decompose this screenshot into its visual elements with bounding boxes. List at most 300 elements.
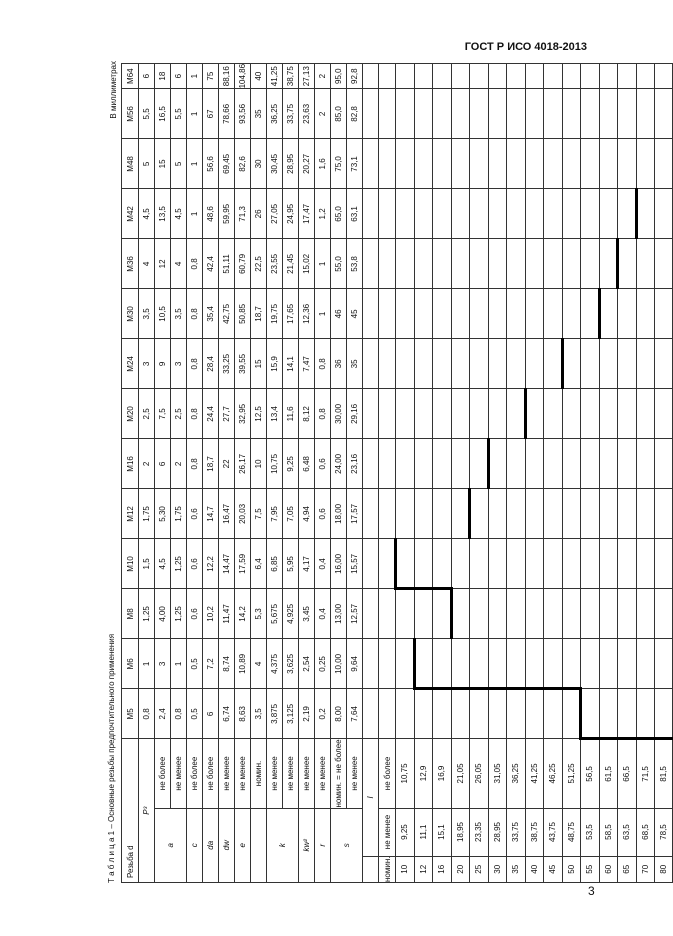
thread-symbol: d <box>125 845 135 850</box>
thread-size-cell: M5 <box>122 689 139 739</box>
grid-cell <box>470 689 489 739</box>
dimension-value-cell: 2,54 <box>299 639 315 689</box>
grid-cell <box>544 439 563 489</box>
dimension-value-cell: 15,02 <box>299 239 315 289</box>
grid-cell <box>618 439 637 489</box>
dimension-value-cell: 16,00 <box>331 539 347 589</box>
dimension-value-cell: 24,95 <box>283 189 299 239</box>
grid-cell <box>488 139 507 189</box>
dimension-row <box>315 63 331 882</box>
dimension-value-cell: 4,5 <box>155 539 171 589</box>
grid-cell <box>618 139 637 189</box>
dimension-value-cell: 0,8 <box>139 689 155 739</box>
dimension-value-cell: 1 <box>171 639 187 689</box>
grid-cell <box>636 689 655 739</box>
grid-cell <box>488 63 507 88</box>
dimension-value-cell: 2 <box>171 439 187 489</box>
grid-cell <box>451 439 470 489</box>
dimension-value-cell: 40 <box>251 63 267 88</box>
grid-cell <box>379 389 396 439</box>
dimension-value-cell: 9 <box>155 339 171 389</box>
length-nominal-cell: 55 <box>581 856 600 882</box>
standard-header: ГОСТ Р ИСО 4018-2013 <box>464 41 587 53</box>
length-min-cell: 53,5 <box>581 808 600 856</box>
dimension-value-cell: 27,13 <box>299 63 315 88</box>
grid-cell <box>562 489 581 539</box>
grid-cell <box>581 239 600 289</box>
grid-cell <box>433 589 452 639</box>
grid-cell <box>379 489 396 539</box>
grid-cell <box>581 63 600 88</box>
length-max-cell: 10,75 <box>396 739 415 808</box>
dimension-value-cell: 21,45 <box>283 239 299 289</box>
grid-cell <box>599 239 618 289</box>
dimension-value-cell: 75,0 <box>331 139 347 189</box>
dimension-value-cell: 20,03 <box>235 489 251 539</box>
grid-cell <box>363 339 379 389</box>
grid-cell <box>636 589 655 639</box>
dimension-value-cell: 17,47 <box>299 189 315 239</box>
length-nominal-cell: 45 <box>544 856 563 882</box>
thread-size-cell: M16 <box>122 439 139 489</box>
parameter-limit-cell: номин. = не более <box>331 739 347 808</box>
dimension-value-cell: 18 <box>155 63 171 88</box>
dimension-value-cell: 3,45 <box>299 589 315 639</box>
grid-cell <box>507 239 526 289</box>
grid-cell <box>544 539 563 589</box>
dimension-value-cell: 41,25 <box>267 63 283 88</box>
grid-cell <box>581 639 600 689</box>
parameter-symbol-cell: kw² <box>299 808 315 882</box>
dimension-row <box>203 63 219 882</box>
dimension-value-cell: 13,5 <box>155 189 171 239</box>
length-row <box>433 63 452 882</box>
page-number: 3 <box>588 884 595 898</box>
dimension-value-cell: 69,45 <box>219 139 235 189</box>
grid-cell <box>379 189 396 239</box>
grid-cell <box>581 689 600 739</box>
dimension-value-cell: 36 <box>331 339 347 389</box>
dimension-value-cell: 28,4 <box>203 339 219 389</box>
dimension-value-cell: 10,89 <box>235 639 251 689</box>
dimension-value-cell: 38,75 <box>283 63 299 88</box>
grid-cell <box>655 289 673 339</box>
grid-cell <box>488 89 507 139</box>
grid-cell <box>636 89 655 139</box>
dimension-value-cell: 2 <box>315 63 331 88</box>
grid-cell <box>507 139 526 189</box>
grid-cell <box>525 63 544 88</box>
dimension-value-cell: 0,8 <box>187 439 203 489</box>
dimension-value-cell: 26 <box>251 189 267 239</box>
parameter-symbol-cell: dw <box>219 808 235 882</box>
grid-cell <box>363 139 379 189</box>
grid-cell <box>544 89 563 139</box>
dimension-row <box>251 63 267 882</box>
parameter-limit-cell: номин. <box>251 739 267 808</box>
grid-cell <box>379 89 396 139</box>
grid-cell <box>636 539 655 589</box>
grid-cell <box>544 139 563 189</box>
dimension-value-cell: 7,47 <box>299 339 315 389</box>
grid-cell <box>433 539 452 589</box>
parameter-limit-cell: не менее <box>267 739 283 808</box>
grid-cell <box>470 339 489 389</box>
grid-cell <box>470 589 489 639</box>
length-nominal-cell: 12 <box>414 856 433 882</box>
dimension-value-cell: 5,5 <box>171 89 187 139</box>
grid-cell <box>581 339 600 389</box>
grid-cell <box>562 289 581 339</box>
thread-size-cell: M10 <box>122 539 139 589</box>
length-nominal-cell: 30 <box>488 856 507 882</box>
dimension-value-cell: 7,5 <box>251 489 267 539</box>
length-row <box>451 63 470 882</box>
length-nominal-cell: 16 <box>433 856 452 882</box>
grid-cell <box>655 589 673 639</box>
grid-cell <box>544 389 563 439</box>
grid-cell <box>433 389 452 439</box>
grid-cell <box>451 489 470 539</box>
grid-cell <box>618 63 637 88</box>
grid-cell <box>618 489 637 539</box>
dimension-value-cell: 12,36 <box>299 289 315 339</box>
dimension-value-cell: 27,7 <box>219 389 235 439</box>
dimension-value-cell: 5,5 <box>139 89 155 139</box>
length-row <box>414 63 433 882</box>
dimension-value-cell: 6,48 <box>299 439 315 489</box>
grid-cell <box>488 639 507 689</box>
grid-cell <box>562 339 581 389</box>
grid-cell <box>562 439 581 489</box>
grid-cell <box>451 139 470 189</box>
grid-cell <box>379 639 396 689</box>
grid-cell <box>618 389 637 439</box>
dimension-value-cell: 67 <box>203 89 219 139</box>
dimension-value-cell: 4,5 <box>171 189 187 239</box>
grid-cell <box>396 239 415 289</box>
grid-cell <box>379 239 396 289</box>
grid-cell <box>363 689 379 739</box>
parameter-limit-cell: не менее <box>315 739 331 808</box>
grid-cell <box>470 189 489 239</box>
length-row <box>562 63 581 882</box>
grid-cell <box>544 489 563 539</box>
length-max-cell: 81,5 <box>655 739 673 808</box>
length-row <box>470 63 489 882</box>
grid-cell <box>636 389 655 439</box>
dimension-value-cell: 1,75 <box>139 489 155 539</box>
grid-cell <box>488 239 507 289</box>
grid-cell <box>363 639 379 689</box>
dimension-value-cell: 0,8 <box>187 239 203 289</box>
grid-cell <box>562 63 581 88</box>
grid-cell <box>363 189 379 239</box>
grid-cell <box>599 189 618 239</box>
dimension-value-cell: 2 <box>315 89 331 139</box>
dimension-row <box>347 63 363 882</box>
grid-cell <box>525 689 544 739</box>
dimension-row <box>187 63 203 882</box>
parameter-limit-cell: не менее <box>347 739 363 808</box>
grid-cell <box>396 63 415 88</box>
grid-cell <box>363 489 379 539</box>
grid-cell <box>414 489 433 539</box>
dimension-value-cell: 2 <box>139 439 155 489</box>
dimension-value-cell: 14,1 <box>283 339 299 389</box>
dimension-value-cell: 1,25 <box>171 539 187 589</box>
dimension-value-cell: 35 <box>347 339 363 389</box>
dimension-value-cell: 63,1 <box>347 189 363 239</box>
dimension-value-cell: 12 <box>155 239 171 289</box>
dimension-value-cell: 73,1 <box>347 139 363 189</box>
dimension-value-cell: 75 <box>203 63 219 88</box>
grid-cell <box>599 63 618 88</box>
dimension-value-cell: 7,05 <box>283 489 299 539</box>
dimension-value-cell: 4 <box>139 239 155 289</box>
grid-cell <box>451 189 470 239</box>
length-max-cell: 21,05 <box>451 739 470 808</box>
parameter-limit-cell: не менее <box>283 739 299 808</box>
grid-cell <box>581 389 600 439</box>
grid-cell <box>470 389 489 439</box>
dimension-value-cell: 10,2 <box>203 589 219 639</box>
dimension-value-cell: 1 <box>315 289 331 339</box>
grid-cell <box>507 439 526 489</box>
dimension-value-cell: 8,00 <box>331 689 347 739</box>
dimension-value-cell: 42,4 <box>203 239 219 289</box>
dimension-row <box>155 63 171 882</box>
length-min-cell: 63,5 <box>618 808 637 856</box>
grid-cell <box>396 589 415 639</box>
dimension-value-cell: 1 <box>187 189 203 239</box>
dimension-value-cell: 11,6 <box>283 389 299 439</box>
parameter-symbol-cell: e <box>235 808 251 882</box>
grid-cell <box>525 589 544 639</box>
grid-cell <box>470 639 489 689</box>
parameter-limit-cell: не более <box>155 739 171 808</box>
dimension-value-cell: 39,55 <box>235 339 251 389</box>
grid-cell <box>525 389 544 439</box>
length-nominal-cell: 25 <box>470 856 489 882</box>
dimension-value-cell: 0,6 <box>187 589 203 639</box>
dimension-value-cell: 7,95 <box>267 489 283 539</box>
dimension-value-cell: 1,25 <box>171 589 187 639</box>
length-header-row <box>363 63 379 882</box>
dimension-value-cell: 4,17 <box>299 539 315 589</box>
grid-cell <box>470 63 489 88</box>
grid-cell <box>414 689 433 739</box>
dimension-row <box>219 63 235 882</box>
dimension-value-cell: 33,75 <box>283 89 299 139</box>
length-row <box>544 63 563 882</box>
length-min-cell: 15,1 <box>433 808 452 856</box>
dimension-value-cell: 0,2 <box>315 689 331 739</box>
grid-cell <box>562 639 581 689</box>
length-max-header: не более <box>379 739 396 808</box>
dimension-value-cell: 0,8 <box>187 339 203 389</box>
dimension-value-cell: 10 <box>251 439 267 489</box>
grid-cell <box>562 689 581 739</box>
length-max-cell: 31,05 <box>488 739 507 808</box>
dimension-value-cell: 12,2 <box>203 539 219 589</box>
dimension-value-cell: 2,4 <box>155 689 171 739</box>
length-subheader-row <box>379 63 396 882</box>
dimension-value-cell: 82,6 <box>235 139 251 189</box>
dimension-value-cell: 6 <box>155 439 171 489</box>
grid-cell <box>433 339 452 389</box>
grid-cell <box>562 189 581 239</box>
grid-cell <box>379 339 396 389</box>
grid-cell <box>488 389 507 439</box>
grid-cell <box>488 339 507 389</box>
grid-cell <box>363 89 379 139</box>
length-row <box>507 63 526 882</box>
grid-cell <box>599 489 618 539</box>
dimension-value-cell: 12,5 <box>251 389 267 439</box>
dimension-value-cell: 14,7 <box>203 489 219 539</box>
grid-cell <box>451 63 470 88</box>
grid-cell <box>525 239 544 289</box>
dimension-value-cell: 1,2 <box>315 189 331 239</box>
grid-cell <box>525 289 544 339</box>
dimension-value-cell: 28,95 <box>283 139 299 189</box>
length-nominal-cell: 60 <box>599 856 618 882</box>
grid-cell <box>581 439 600 489</box>
dimension-value-cell: 0,4 <box>315 539 331 589</box>
dimension-value-cell: 3 <box>139 339 155 389</box>
length-max-cell: 46,25 <box>544 739 563 808</box>
grid-cell <box>507 189 526 239</box>
grid-cell <box>636 489 655 539</box>
parameter-symbol-cell: P³ <box>139 739 155 883</box>
grid-cell <box>379 139 396 189</box>
dimension-value-cell: 12,57 <box>347 589 363 639</box>
grid-cell <box>599 689 618 739</box>
grid-cell <box>379 439 396 489</box>
dimension-value-cell: 1,6 <box>315 139 331 189</box>
grid-cell <box>655 439 673 489</box>
length-max-cell: 56,5 <box>581 739 600 808</box>
grid-cell <box>470 539 489 589</box>
dimension-value-cell: 6 <box>171 63 187 88</box>
dimension-value-cell: 9,64 <box>347 639 363 689</box>
dimension-value-cell: 0,8 <box>187 389 203 439</box>
dimension-value-cell: 6,74 <box>219 689 235 739</box>
parameter-symbol-cell: da <box>203 808 219 882</box>
dimension-value-cell: 30,45 <box>267 139 283 189</box>
dimension-value-cell: 24,4 <box>203 389 219 439</box>
dimension-value-cell: 29,16 <box>347 389 363 439</box>
grid-cell <box>655 239 673 289</box>
grid-cell <box>507 489 526 539</box>
dimension-value-cell: 1 <box>139 639 155 689</box>
grid-cell <box>562 589 581 639</box>
grid-cell <box>379 589 396 639</box>
grid-cell <box>636 289 655 339</box>
dimension-value-cell: 3,875 <box>267 689 283 739</box>
dimension-value-cell: 0,8 <box>315 339 331 389</box>
dimension-value-cell: 19,75 <box>267 289 283 339</box>
grid-cell <box>544 189 563 239</box>
length-nominal-cell: 50 <box>562 856 581 882</box>
thread-size-cell: M56 <box>122 89 139 139</box>
grid-cell <box>396 639 415 689</box>
table-body <box>122 63 673 882</box>
table-caption: Т а б л и ц а 1 – Основные резьбы предпочтительного применения <box>107 633 116 883</box>
dimension-value-cell: 5,95 <box>283 539 299 589</box>
parameter-limit-cell: не менее <box>171 739 187 808</box>
dimension-row <box>267 63 283 882</box>
dimension-row <box>235 63 251 882</box>
rotated-table-block <box>107 61 668 883</box>
grid-cell <box>470 489 489 539</box>
grid-cell <box>544 589 563 639</box>
dimension-value-cell: 17,57 <box>347 489 363 539</box>
dimension-value-cell: 17,65 <box>283 289 299 339</box>
length-nominal-cell: 20 <box>451 856 470 882</box>
grid-cell <box>655 89 673 139</box>
dimension-value-cell: 42,75 <box>219 289 235 339</box>
length-min-cell: 38,75 <box>525 808 544 856</box>
parameter-limit-cell: не более <box>187 739 203 808</box>
dimension-value-cell: 23,63 <box>299 89 315 139</box>
grid-cell <box>488 439 507 489</box>
dimension-value-cell: 4,925 <box>283 589 299 639</box>
dimension-value-cell: 23,16 <box>347 439 363 489</box>
grid-cell <box>414 189 433 239</box>
grid-cell <box>507 339 526 389</box>
grid-cell <box>618 339 637 389</box>
grid-cell <box>525 339 544 389</box>
grid-cell <box>396 139 415 189</box>
dimension-value-cell: 4,00 <box>155 589 171 639</box>
dimension-value-cell: 6 <box>203 689 219 739</box>
dimension-value-cell: 0,8 <box>315 389 331 439</box>
length-symbol-cell: l <box>363 739 379 856</box>
grid-cell <box>562 139 581 189</box>
grid-cell <box>636 139 655 189</box>
grid-cell <box>414 639 433 689</box>
length-max-cell: 66,5 <box>618 739 637 808</box>
length-max-cell: 41,25 <box>525 739 544 808</box>
dimension-value-cell: 1,75 <box>171 489 187 539</box>
parameter-symbol-cell <box>251 808 267 882</box>
grid-cell <box>525 489 544 539</box>
dimension-value-cell: 48,6 <box>203 189 219 239</box>
dimension-value-cell: 3 <box>155 639 171 689</box>
length-row <box>525 63 544 882</box>
dimension-value-cell: 8,63 <box>235 689 251 739</box>
dimension-value-cell: 3,5 <box>139 289 155 339</box>
grid-cell <box>414 339 433 389</box>
dimension-value-cell: 5,675 <box>267 589 283 639</box>
dimension-value-cell: 13,00 <box>331 589 347 639</box>
length-min-cell: 58,5 <box>599 808 618 856</box>
dimension-value-cell: 50,85 <box>235 289 251 339</box>
grid-cell <box>544 339 563 389</box>
parameter-limit-cell: не менее <box>219 739 235 808</box>
grid-cell <box>599 439 618 489</box>
length-max-cell: 12,9 <box>414 739 433 808</box>
grid-cell <box>451 639 470 689</box>
grid-cell <box>451 589 470 639</box>
dimension-value-cell: 88,16 <box>219 63 235 88</box>
dimension-value-cell: 0,5 <box>187 689 203 739</box>
grid-cell <box>618 589 637 639</box>
length-row <box>396 63 415 882</box>
grid-cell <box>581 289 600 339</box>
